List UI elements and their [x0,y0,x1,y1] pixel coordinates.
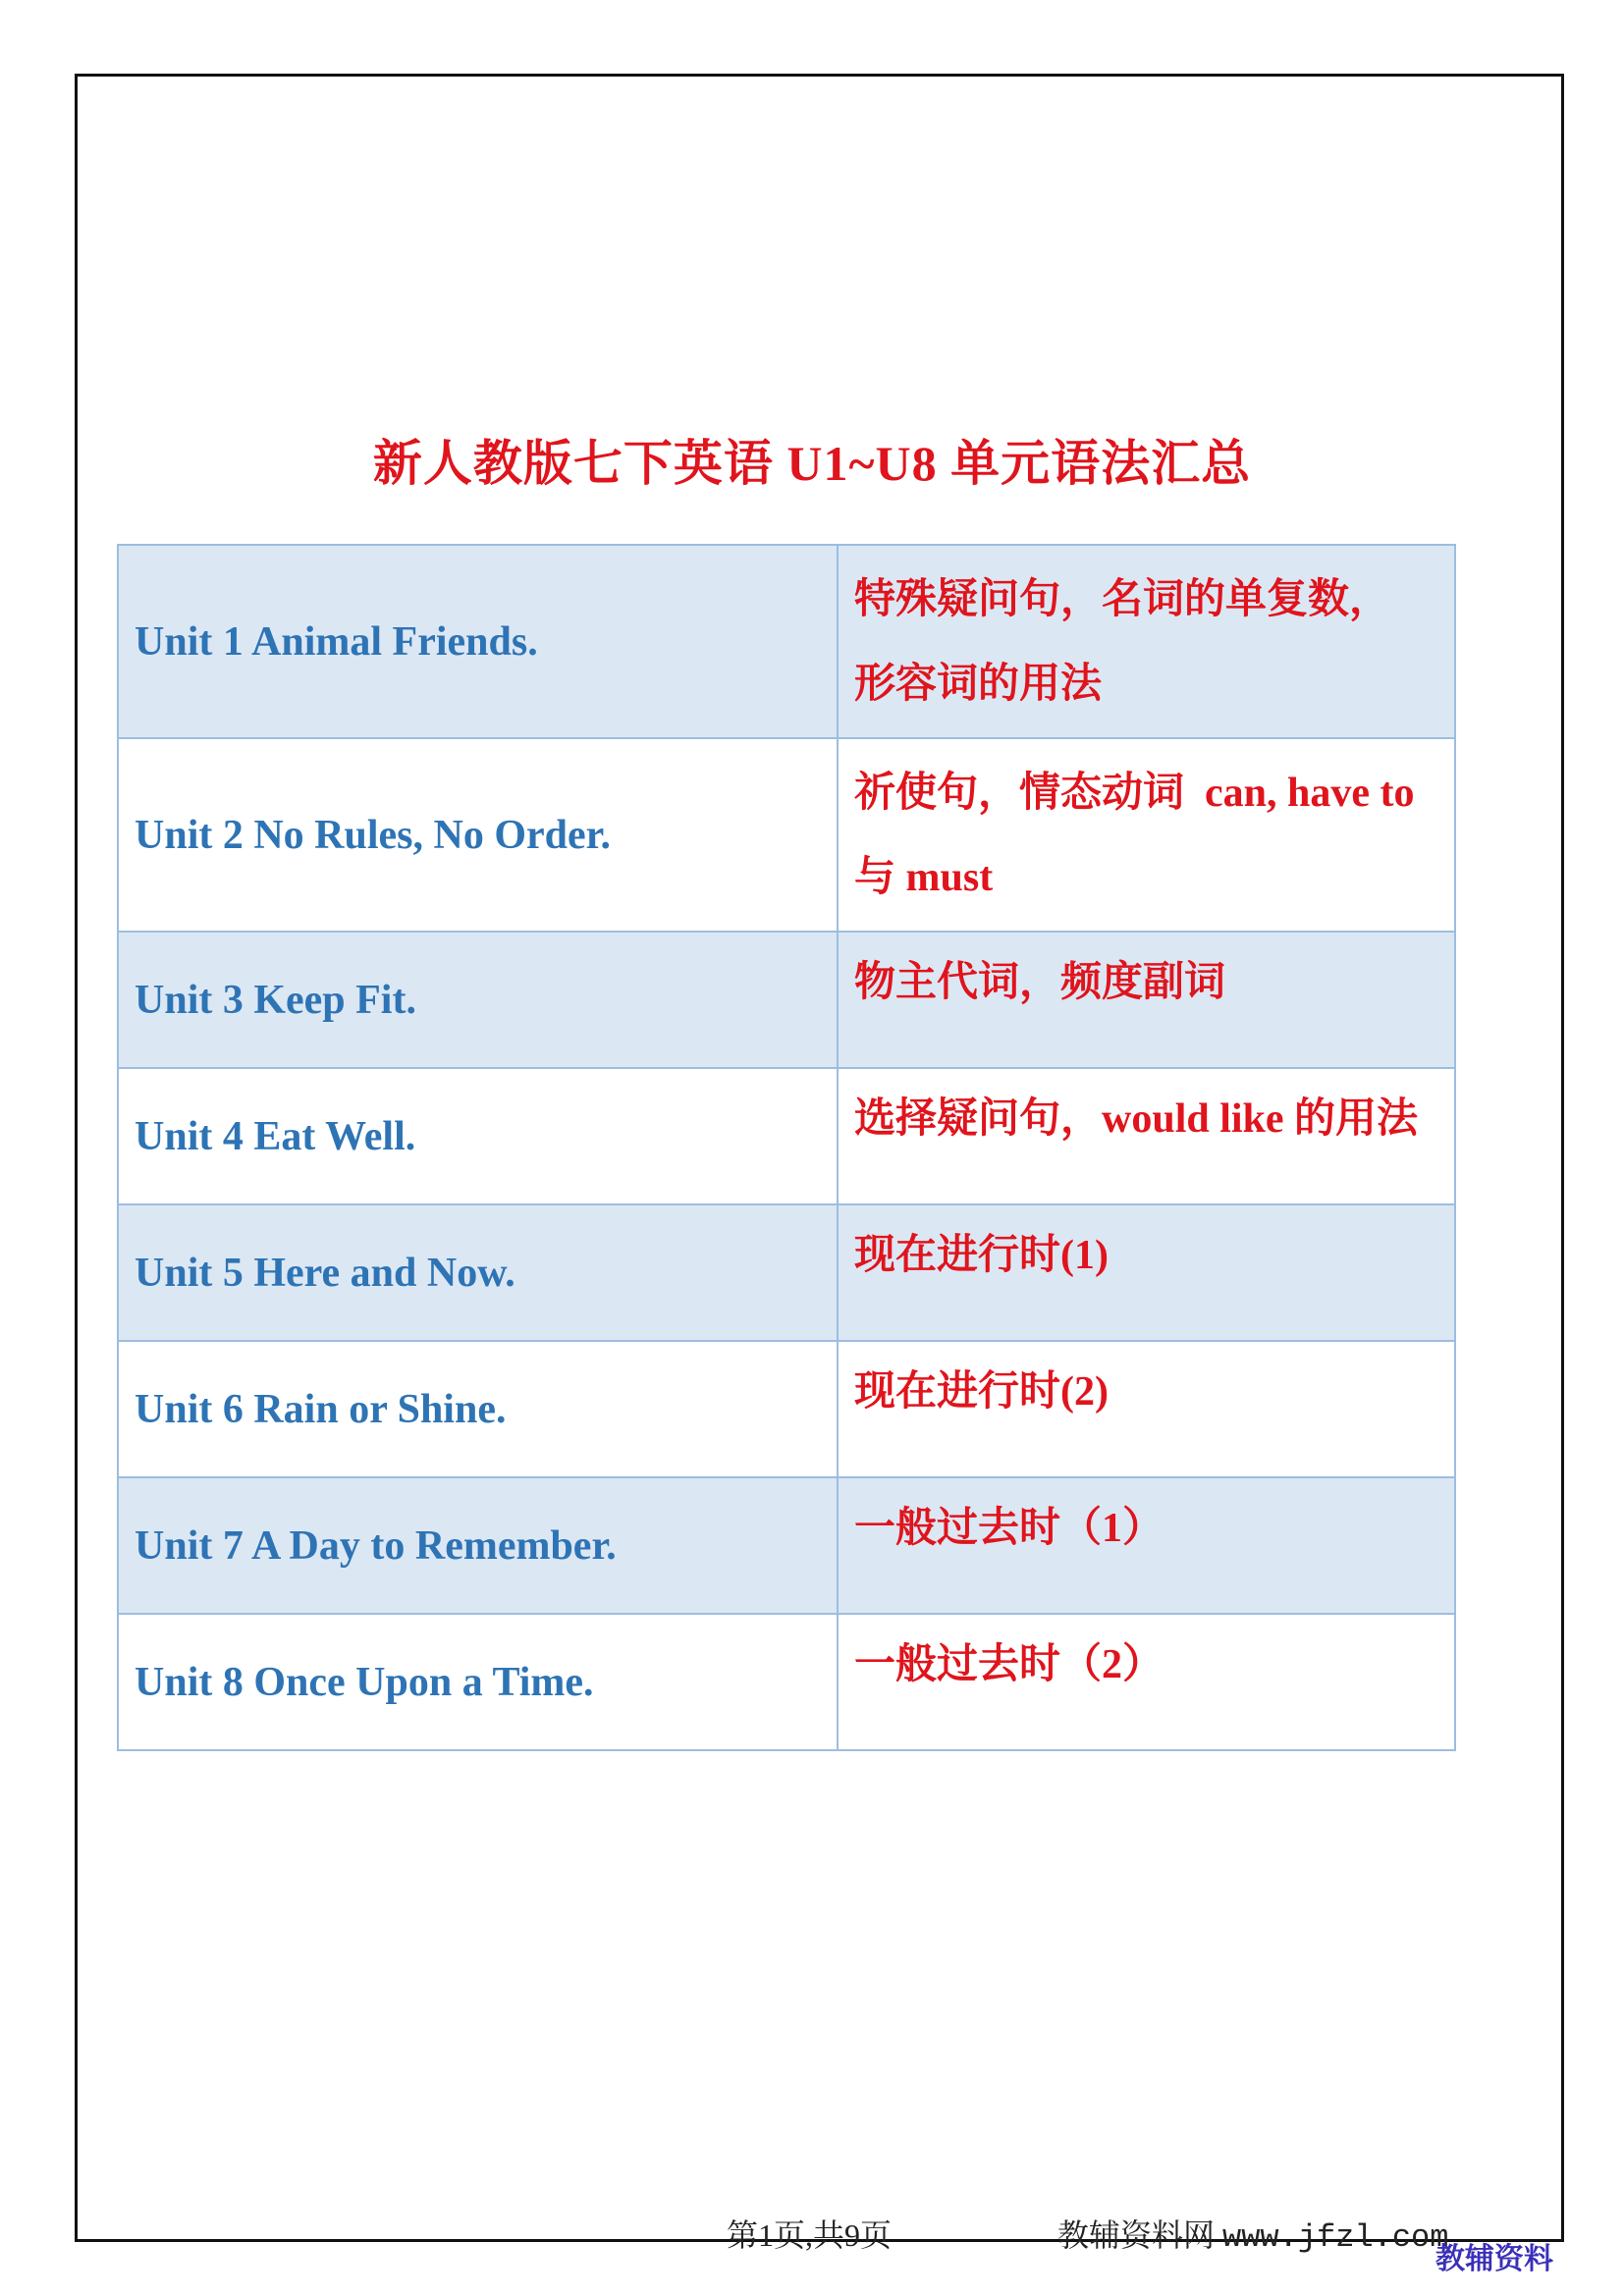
grammar-line: 一般过去时（1） [854,1506,1164,1551]
page-number: 第1页,共9页 [727,2217,893,2253]
watermark-logo: 教辅资料 [1435,2243,1553,2275]
table-row [118,1477,1455,1614]
table-row [118,1614,1455,1750]
grammar-line: 祈使句，情态动词 can, have to [854,771,1415,816]
unit-cell: Unit 4 Eat Well. [118,1068,838,1204]
grammar-cell [838,1341,1455,1477]
grammar-line: 现在进行时(2) [854,1369,1109,1415]
grammar-line: 现在进行时(1) [854,1233,1109,1278]
table-row [118,738,1455,932]
document-title: 新人教版七下英语 U1~U8 单元语法汇总 [372,436,1252,491]
site-url[interactable]: www.jfzl.com [1222,2219,1449,2256]
table-row [118,1068,1455,1204]
footer-site [1057,2211,1448,2256]
table-row [118,932,1455,1068]
grammar-cell [838,1614,1455,1750]
unit-cell: Unit 3 Keep Fit. [118,932,838,1068]
unit-cell: Unit 7 A Day to Remember. [118,1477,838,1614]
grammar-line: 特殊疑问句，名词的单复数， [854,577,1391,622]
unit-cell: Unit 6 Rain or Shine. [118,1341,838,1477]
grammar-cell [838,1477,1455,1614]
unit-cell: Unit 1 Animal Friends. [118,545,838,738]
grammar-summary-table [117,544,1456,1751]
unit-cell: Unit 8 Once Upon a Time. [118,1614,838,1750]
grammar-cell [838,932,1455,1068]
grammar-cell [838,738,1455,932]
table-row [118,545,1455,738]
unit-cell: Unit 5 Here and Now. [118,1204,838,1341]
grammar-cell [838,1204,1455,1341]
unit-cell: Unit 2 No Rules, No Order. [118,738,838,932]
grammar-line: 与 must [854,855,994,900]
grammar-line: 一般过去时（2） [854,1642,1164,1687]
table-row [118,1204,1455,1341]
table-row [118,1341,1455,1477]
grammar-cell [838,545,1455,738]
site-name: 教辅资料网 [1057,2217,1216,2253]
grammar-line: 形容词的用法 [854,662,1103,707]
grammar-cell [838,1068,1455,1204]
grammar-line: 物主代词，频度副词 [854,960,1226,1005]
grammar-line: 选择疑问句，would like 的用法 [854,1096,1419,1142]
